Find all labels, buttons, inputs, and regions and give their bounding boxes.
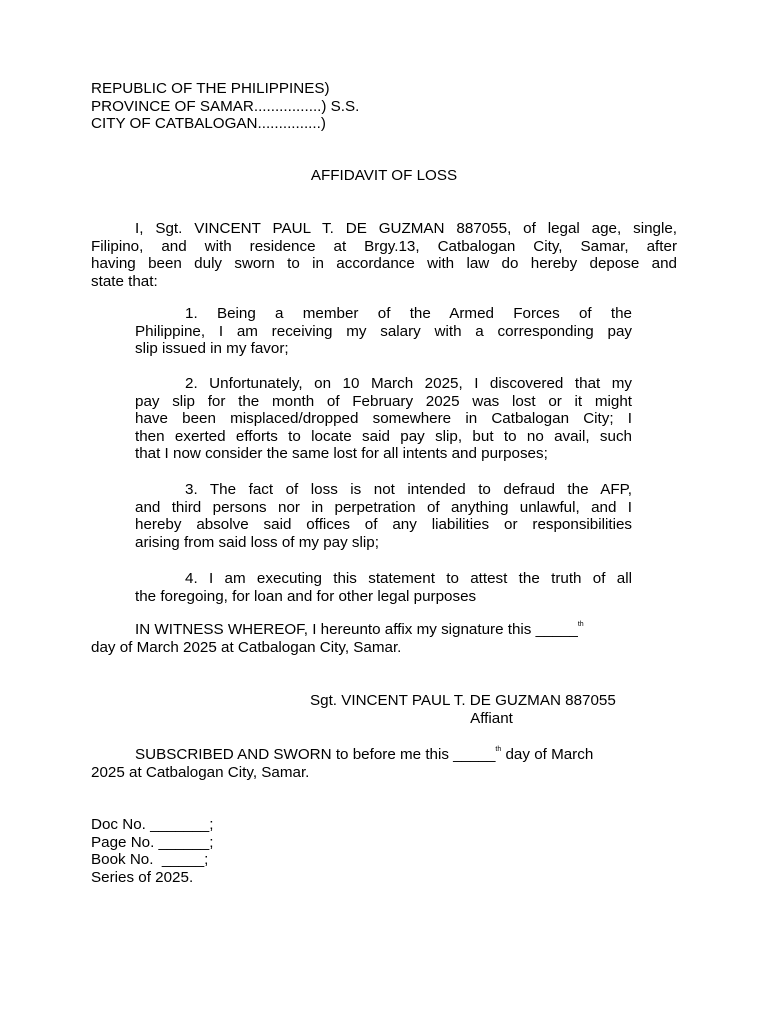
subscribed-line <box>91 746 677 764</box>
item-line: have been misplaced/dropped somewhere in Catbalogan City; I <box>135 410 632 428</box>
subscribed-text: day of March <box>501 746 594 763</box>
item-line <box>135 375 632 393</box>
witness-paragraph <box>91 621 677 656</box>
header-city: CITY OF CATBALOGAN...............) <box>91 115 326 133</box>
item-line: hereby absolve said offices of any liabilities or responsibilities <box>135 516 632 534</box>
item-line: the foregoing, for loan and for other legal purposes <box>135 587 477 605</box>
item-line: then exerted efforts to locate said pay slip, but to no avail, such <box>135 427 632 445</box>
series-year: Series of 2025. <box>91 868 194 886</box>
item-text: 2. Unfortunately, on 10 March 2025, I discovered that my <box>185 375 632 392</box>
item-line: and third persons nor in perpetration of anything unlawful, and I <box>135 498 632 516</box>
ordinal-suffix: th <box>495 746 502 753</box>
affiant-label: Affiant <box>470 709 513 727</box>
item-3 <box>135 481 632 551</box>
item-text: 4. I am executing this statement to attest the truth of all <box>185 570 632 587</box>
intro-line: having been duly sworn to in accordance with law do hereby depose and <box>91 255 677 273</box>
item-line: Philippine, I am receiving my salary with a corresponding pay <box>135 322 632 340</box>
signature-block <box>310 692 670 727</box>
item-line: pay slip for the month of February 2025 was lost or it might <box>135 392 632 410</box>
subscribed-line: 2025 at Catbalogan City, Samar. <box>91 763 310 781</box>
witness-line <box>91 621 677 639</box>
item-line: arising from said loss of my pay slip; <box>135 533 379 551</box>
header-republic: REPUBLIC OF THE PHILIPPINES) <box>91 80 330 97</box>
page-number: Page No. ______; <box>91 833 214 851</box>
intro-line: Filipino, and with residence at Brgy.13, Catbalogan City, Samar, after <box>91 237 677 255</box>
subscribed-text: SUBSCRIBED AND SWORN to before me this _____ <box>135 746 496 763</box>
notarial-register <box>91 816 213 886</box>
book-number: Book No. _____; <box>91 851 209 869</box>
subscribed-paragraph <box>91 746 677 781</box>
item-line <box>135 481 632 499</box>
intro-paragraph <box>91 220 677 290</box>
header-province: PROVINCE OF SAMAR................) S.S. <box>91 97 360 115</box>
intro-line: state that: <box>91 272 158 290</box>
affiant-name: Sgt. VINCENT PAUL T. DE GUZMAN 887055 <box>310 692 616 709</box>
item-line: slip issued in my favor; <box>135 340 289 358</box>
item-line: that I now consider the same lost for all intents and purposes; <box>135 445 548 463</box>
doc-number: Doc No. _______; <box>91 816 214 833</box>
item-4 <box>135 570 632 605</box>
item-line <box>135 570 632 588</box>
item-line <box>135 305 632 323</box>
witness-line: day of March 2025 at Catbalogan City, Samar. <box>91 638 402 656</box>
venue-header <box>91 80 359 133</box>
intro-line <box>91 220 677 238</box>
item-1 <box>135 305 632 358</box>
document-title: AFFIDAVIT OF LOSS <box>310 167 458 184</box>
intro-text: I, Sgt. VINCENT PAUL T. DE GUZMAN 887055, of legal age, single, <box>135 220 677 237</box>
item-text: 3. The fact of loss is not intended to defraud the AFP, <box>185 481 632 498</box>
witness-text: IN WITNESS WHEREOF, I hereunto affix my signature this _____ <box>135 621 578 638</box>
item-text: 1. Being a member of the Armed Forces of the <box>185 305 632 322</box>
item-2 <box>135 375 632 463</box>
ordinal-suffix: th <box>577 621 584 628</box>
